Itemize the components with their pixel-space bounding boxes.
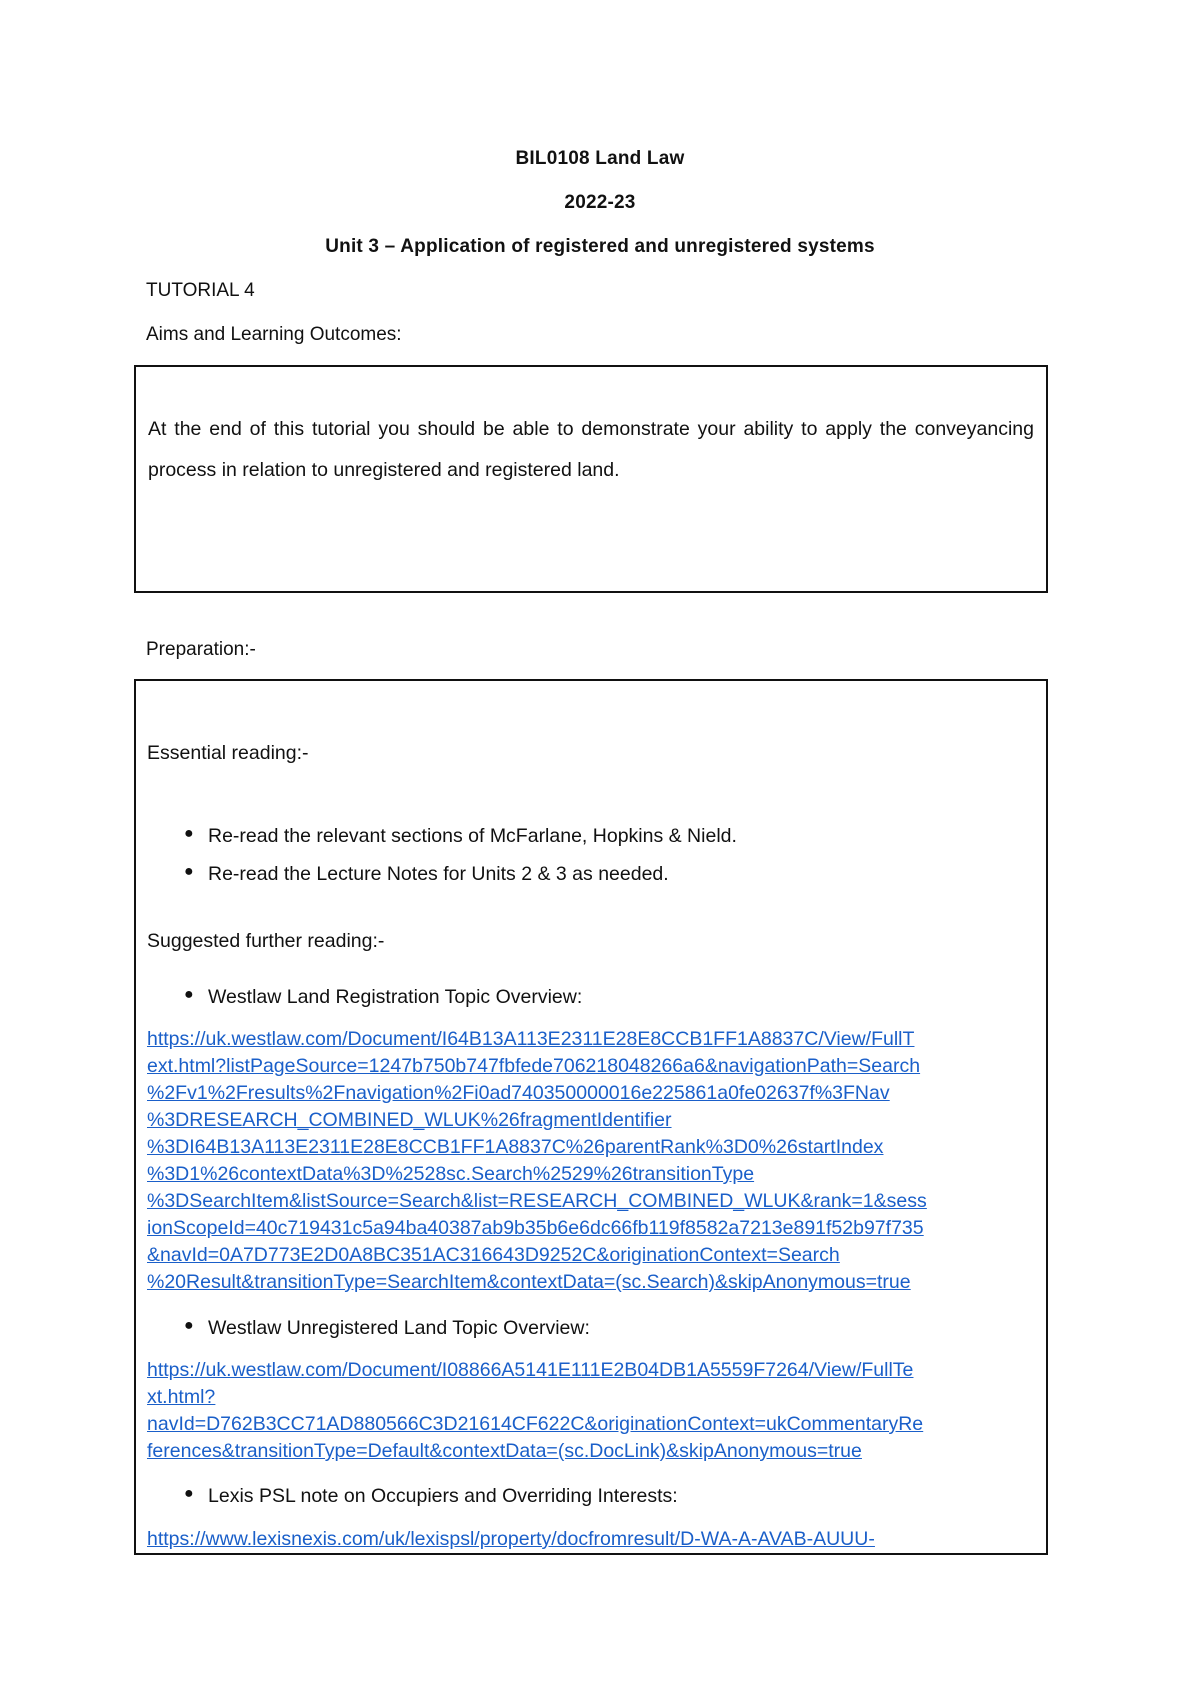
preparation-label: Preparation:- — [146, 639, 256, 660]
aims-text: At the end of this tutorial you should be able to demonstrate your ability to apply the conveyancing process in relation to unregistered and registered land. — [148, 418, 1034, 481]
link-line[interactable]: ext.html?listPageSource=1247b750b747fbfede706218048266a6&navigationPath=Search — [147, 1055, 921, 1077]
lexis-psl-link[interactable] — [147, 1526, 1045, 1553]
course-title: BIL0108 Land Law — [515, 148, 685, 169]
link-line[interactable]: https://www.lexisnexis.com/uk/lexispsl/property/docfromresult/D-WA-A-AVAB-AUUU- — [147, 1528, 875, 1550]
tutorial-label: TUTORIAL 4 — [146, 280, 255, 301]
link-line[interactable]: xt.html? — [147, 1386, 216, 1408]
essential-reading-heading: Essential reading:- — [147, 742, 309, 764]
link-line[interactable]: %3DRESEARCH_COMBINED_WLUK%26fragmentIdentifier — [147, 1109, 672, 1131]
link-line[interactable]: %3DI64B13A113E2311E28E8CCB1FF1A8837C%26parentRank%3D0%26startIndex — [147, 1136, 884, 1158]
essential-item-label: Re-read the relevant sections of McFarlane, Hopkins & Nield. — [208, 825, 737, 847]
aims-label: Aims and Learning Outcomes: — [146, 324, 402, 345]
academic-year: 2022-23 — [564, 192, 636, 213]
link-line[interactable]: %3D1%26contextData%3D%2528sc.Search%2529%26transitionType — [147, 1163, 755, 1185]
bullet-dot-icon: ● — [184, 986, 194, 1003]
aims-box — [134, 365, 1048, 593]
westlaw-land-registration-link[interactable] — [147, 1026, 1045, 1296]
further-reading-heading: Suggested further reading:- — [147, 930, 385, 952]
link-line[interactable]: %2Fv1%2Fresults%2Fnavigation%2Fi0ad740350000016e225861a0fe02637f%3FNav — [147, 1082, 890, 1104]
bullet-dot-icon: ● — [184, 1485, 194, 1502]
westlaw-unregistered-land-link[interactable] — [147, 1357, 1045, 1465]
bullet-dot-icon: ● — [184, 825, 194, 842]
bullet-dot-icon: ● — [184, 863, 194, 880]
unit-title: Unit 3 – Application of registered and unregistered systems — [325, 236, 875, 257]
essential-item-label: Re-read the Lecture Notes for Units 2 & 3 as needed. — [208, 863, 669, 885]
further-item-label: Westlaw Unregistered Land Topic Overview: — [208, 1317, 590, 1339]
further-item-label: Westlaw Land Registration Topic Overview: — [208, 986, 583, 1008]
preparation-box — [134, 679, 1048, 1555]
link-line[interactable]: %3DSearchItem&listSource=Search&list=RESEARCH_COMBINED_WLUK&rank=1&sess — [147, 1190, 927, 1212]
link-line[interactable]: https://uk.westlaw.com/Document/I64B13A113E2311E28E8CCB1FF1A8837C/View/FullT — [147, 1028, 915, 1050]
link-line[interactable]: %20Result&transitionType=SearchItem&contextData=(sc.Search)&skipAnonymous=true — [147, 1271, 911, 1293]
link-line[interactable]: https://uk.westlaw.com/Document/I08866A5141E111E2B04DB1A5559F7264/View/FullTe — [147, 1359, 914, 1381]
bullet-dot-icon: ● — [184, 1317, 194, 1334]
link-line[interactable]: navId=D762B3CC71AD880566C3D21614CF622C&originationContext=ukCommentaryRe — [147, 1413, 924, 1435]
link-line[interactable]: &navId=0A7D773E2D0A8BC351AC316643D9252C&originationContext=Search — [147, 1244, 840, 1266]
further-item-label: Lexis PSL note on Occupiers and Overriding Interests: — [208, 1485, 678, 1507]
link-line[interactable]: ferences&transitionType=Default&contextData=(sc.DocLink)&skipAnonymous=true — [147, 1440, 862, 1462]
link-line[interactable]: ionScopeId=40c719431c5a94ba40387ab9b35b6e6dc66fb119f8582a7213e891f52b97f735 — [147, 1217, 924, 1239]
